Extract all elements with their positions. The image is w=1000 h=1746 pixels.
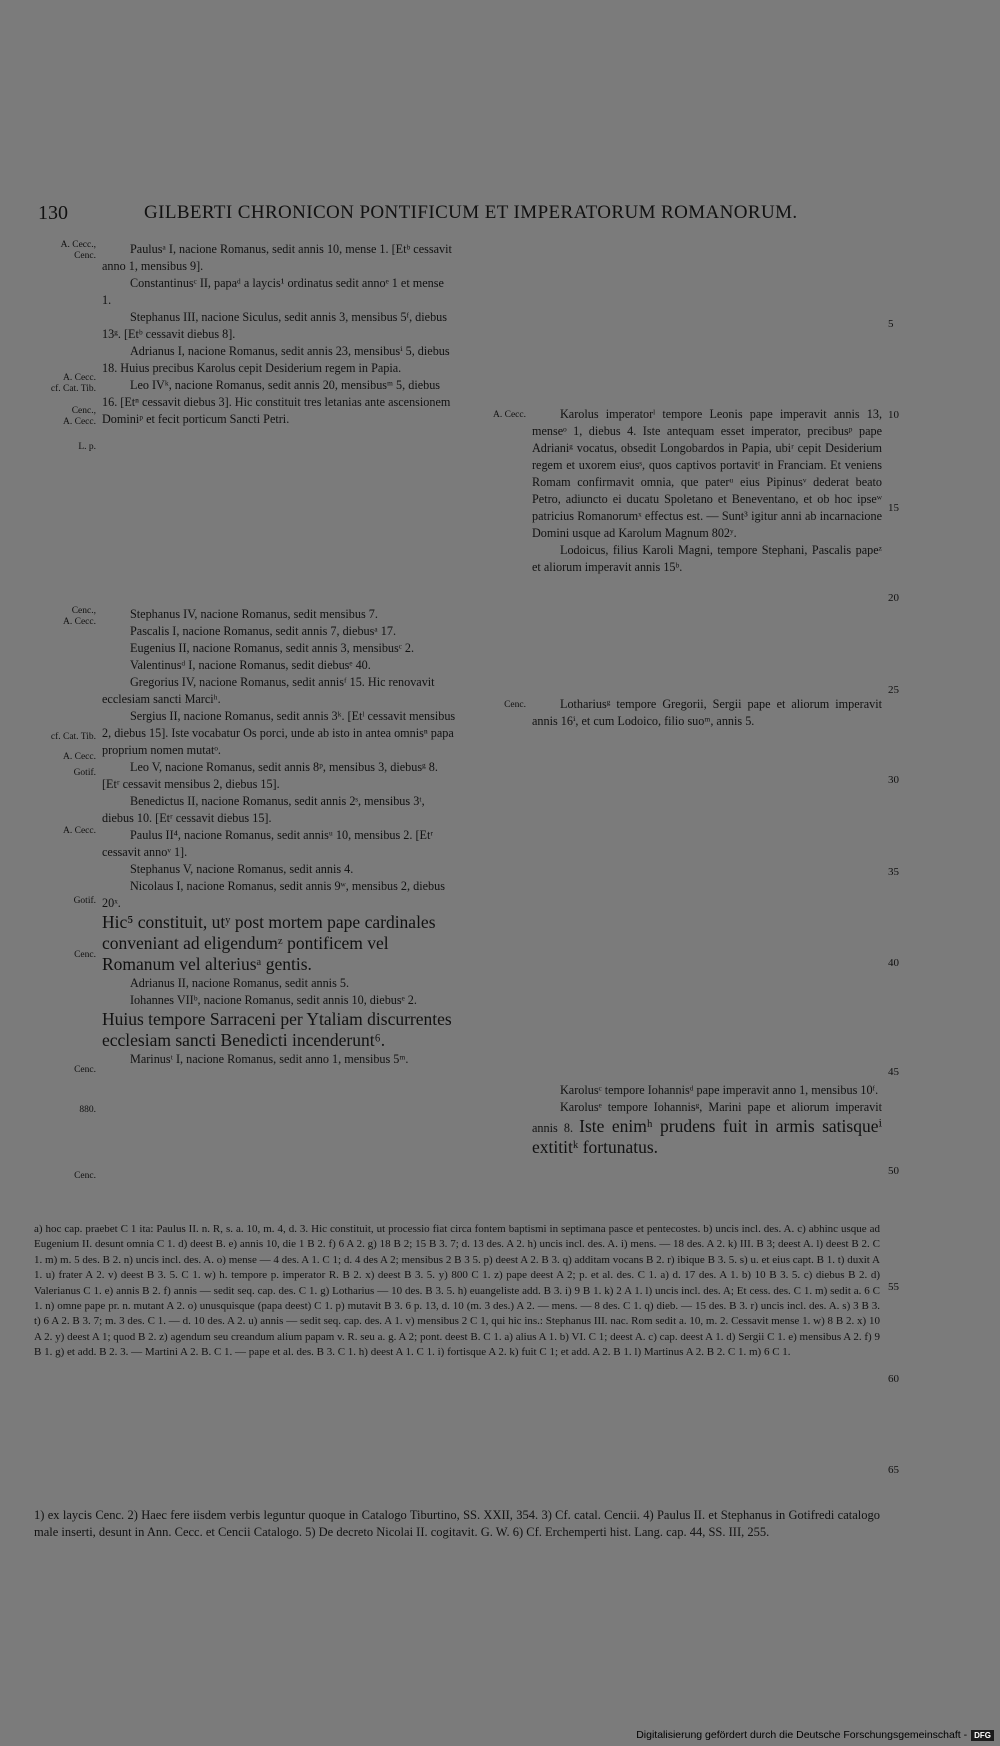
running-title: GILBERTI CHRONICON PONTIFICUM ET IMPERATORUM ROMANORUM. xyxy=(144,202,798,223)
footnotes xyxy=(34,1507,880,1541)
entry-paulus-ii: Paulus II⁴, nacione Romanus, sedit annisᵘ 10, mensibus 2. [Etʳ cessavit annoᵛ 1]. xyxy=(102,828,434,859)
margin-label: Gotif. xyxy=(73,768,96,778)
margin-label: A. Cecc. xyxy=(63,826,96,836)
margin-label: Gotif. xyxy=(73,896,96,906)
entry-gregorius-iv: Gregorius IV, nacione Romanus, sedit annisᶠ 15. Hic renovavit ecclesiam sancti Marciʰ. xyxy=(102,675,435,706)
entry-stephanus-iv: Stephanus IV, nacione Romanus, sedit mensibus 7. xyxy=(130,607,378,621)
entry-adrianus-i: Adrianus I, nacione Romanus, sedit annis 23, mensibusⁱ 5, diebus 18. Huius precibus Karolus cepit Desiderium regem in Papia. xyxy=(102,344,450,375)
entry-pascalis-i: Pascalis I, nacione Romanus, sedit annis 7, diebusᵃ 17. xyxy=(130,624,397,638)
entry-paulus-i: Paulusᵃ I, nacione Romanus, sedit annis 10, mense 1. [Etᵇ cessavit anno 1, mensibus 9]. xyxy=(102,242,452,273)
margin-label: Cenc., A. Cecc. xyxy=(63,606,96,627)
margin-label: L. p. xyxy=(78,442,96,452)
left-column-block-1 xyxy=(102,241,456,428)
margin-label: 880. xyxy=(79,1105,96,1115)
dfg-logo: DFG xyxy=(971,1730,994,1741)
entry-karolus-crassus xyxy=(532,1099,882,1158)
margin-label: A. Cecc. xyxy=(493,410,526,420)
credit-text: Digitalisierung gefördert durch die Deutsche Forschungsgemeinschaft - xyxy=(636,1729,968,1741)
entry-marinus-i: Marinusᵗ I, nacione Romanus, sedit anno 1, mensibus 5ᵐ. xyxy=(130,1052,409,1066)
line-number: 60 xyxy=(888,1373,899,1385)
entry-karolus-magnus: Karolus imperatorˡ tempore Leonis pape imperavit annis 13, menseᵒ 1, diebus 4. Iste antequam esset imperator, precibusᵖ pape Adrianiᵍ vocatus, obsedit Longobardos in Papia, ubiʳ cepit Desiderium regem et uxorem eiusˢ, quos captivos portavitᵗ in Franciam. Et veniens Romam confirmavit omnia, que paterᵘ eius Pipinusᵛ dederat beato Petro, adiuncto ei ducatu Spoletano et Beneventano, et ob hoc ipseʷ patricius Romanorumˣ effectus est. — Sunt³ igitur anni ab incarnacione Domini usque ad Karolum Magnum 802ʸ. xyxy=(532,407,882,540)
line-number: 65 xyxy=(888,1464,899,1476)
entry-adrianus-ii: Adrianus II, nacione Romanus, sedit annis 5. xyxy=(130,976,349,990)
margin-label: Cenc. xyxy=(74,1065,96,1075)
entry-eugenius-ii: Eugenius II, nacione Romanus, sedit annis 3, mensibusᶜ 2. xyxy=(130,641,415,655)
entry-benedictus-ii: Benedictus II, nacione Romanus, sedit annis 2ˢ, mensibus 3ᵗ, diebus 10. [Etʳ cessavit diebus 15]. xyxy=(102,794,425,825)
entry-lodoicus: Lodoicus, filius Karoli Magni, tempore Stephani, Pascalis papeᶻ et aliorum imperavit annis 15ᵇ. xyxy=(532,543,882,574)
margin-label: A. Cecc. cf. Cat. Tib. xyxy=(50,373,96,394)
entry-leo-v: Leo V, nacione Romanus, sedit annis 8ᵖ, mensibus 3, diebusᵍ 8. [Etʳ cessavit mensibus 2, diebus 15]. xyxy=(102,760,438,791)
entry-iohannes-vii: Iohannes VIIᵇ, nacione Romanus, sedit annis 10, diebusᵉ 2. xyxy=(130,993,417,1007)
entry-stephanus-iii: Stephanus III, nacione Siculus, sedit annis 3, mensibus 5ᶠ, diebus 13ᵍ. [Etᵇ cessavit diebus 8]. xyxy=(102,310,448,341)
margin-label: A. Cecc., Cenc. xyxy=(60,240,96,261)
apparatus-text: a) hoc cap. praebet C 1 ita: Paulus II. n. R, s. a. 10, m. 4, d. 3. Hic constituit, ut processio fiat circa fontem baptismi in septimana pasce et pentecostes. b) uncis incl. des. A. c) abhinc usque ad Eugenium II. desunt omnia C 1. d) deest B. e) annis 10, die 1 B 2. f) 6 A 2. g) 18 B 2; 15 B 3. 7; d. 13 des. A 2. h) uncis incl. des. A. i) mens. — 18 des. A 2. k) III. B 3; deest A. l) deest B 2. C 1. m) m. 5 des. B 2. n) uncis incl. des. A. o) mense — 4 des. A 1. C 1; d. 4 des A 2; mensibus 2 B 3 5. p) deest A 2. B 3. q) additam vocans B 2. r) ibique B 3. 5. s) u. et eius capt. B 1. t) duxit A 1. u) frater A 2. v) deest B 3. 5. C 1. w) h. tempore p. imperator R. B 2. x) deest B 3. 5. y) 800 C 1. z) pape deest A 2; p. et al. des. C 1. a) d. 17 des. A 1. b) 10 B 3. 5. c) diebus B 2. d) Valerianus C 1. e) annis B 2. f) annis — sedit seq. cap. des. C 1. g) Lotharius — 10 des. B 3. 5. h) euangeliste add. B 3. i) 9 B 1. k) 2 A 1. l) uncis incl. des. A; Et cess. des. C 1. m) sedit a. 6 C 1. n) omne pape pr. n. mutant A 2. o) unusquisque (papa deest) C 1. p) mutavit B 3. 6 p. 13, d. 10 (m. 3 des.) A 2. — mens. — 8 des. C 1. q) dieb. — 15 des. B 3. r) uncis incl. des. A. s) 3 B 3. t) 6 A 2. B 3. 7; m. 3 des. C 1. — d. 10 des. A 2. u) annis — sedit seq. cap. des. A 1. v) mensibus 2 C 1, qui hic ins.: Stephanus III. nac. Rom sedit a. 10, m. 2. Cessavit mense 1. w) 8 B 2. x) 10 A 2. y) deest A 1; quod B 2. z) agendum seu creandum alium papam v. R. seu a. g. A 2; pont. deest B. C 1. a) alius A 1. b) VI. C 1; deest A. c) cap. deest A 1. d) Sergii C 1. e) mensibus A 2. f) 9 B 1. g) et add. B 2. 3. — Martini A 2. B. C 1. — pape et al. des. B 3. C 1. h) deest A 1. C 1. i) fortisque A 2. k) fuit C 1; et add. A 2. B 1. l) Martinus A 2. B 2. C 1. m) 6 C 1. xyxy=(34,1223,880,1359)
entry-stephanus-v: Stephanus V, nacione Romanus, sedit annis 4. xyxy=(130,862,354,876)
right-column-block-1 xyxy=(532,406,882,576)
right-column-block-2 xyxy=(532,696,882,730)
right-column-block-3 xyxy=(532,1082,882,1158)
entry-sergius-ii: Sergius II, nacione Romanus, sedit annis 3ᵏ. [Etˡ cessavit mensibus 2, diebus 15]. Iste vocabatur Os porci, unde ab isto in antea omnisⁿ papa proprium nomen mutatᵒ. xyxy=(102,709,456,757)
entry-karolus-calvus: Karolusᶜ tempore Iohannisᵈ pape imperavit anno 1, mensibus 10ᶠ. xyxy=(560,1083,879,1097)
karolus-crassus-text: Karolusᵉ tempore Iohannisᵍ, Marini pape et aliorum imperavit annis 8. xyxy=(532,1100,882,1135)
entry-leo-iv: Leo IVᵏ, nacione Romanus, sedit annis 20, mensibusᵐ 5, diebus 16. [Etⁿ cessavit diebus 3]. Hic constituit tres letanias ante ascensionem Dominiᵖ et fecit porticum Sancti Petri. xyxy=(102,378,451,426)
line-number: 25 xyxy=(888,684,899,696)
margin-label: Cenc. xyxy=(504,700,526,710)
line-number: 50 xyxy=(888,1165,899,1177)
margin-label: cf. Cat. Tib. xyxy=(50,732,96,742)
margin-label: Cenc., A. Cecc. xyxy=(63,406,96,427)
line-number: 55 xyxy=(888,1281,899,1293)
entry-valentinus-i: Valentinusᵈ I, nacione Romanus, sedit diebusᵉ 40. xyxy=(130,658,371,672)
page-number: 130 xyxy=(38,202,68,224)
line-number: 35 xyxy=(888,866,899,878)
critical-apparatus xyxy=(34,1222,880,1361)
line-number: 20 xyxy=(888,592,899,604)
left-column-block-2 xyxy=(102,606,456,1068)
karolus-crassus-big: Iste enimʰ prudens fuit in armis satisqueⁱ extititᵏ fortunatus. xyxy=(532,1116,882,1157)
digitization-credit xyxy=(636,1729,994,1741)
margin-label: A. Cecc. xyxy=(63,752,96,762)
margin-label: Cenc. xyxy=(74,1171,96,1181)
line-number: 45 xyxy=(888,1066,899,1078)
line-number: 30 xyxy=(888,774,899,786)
entry-nicolaus-i: Nicolaus I, nacione Romanus, sedit annis 9ʷ, mensibus 2, diebus 20ˣ. xyxy=(102,879,445,910)
entry-lotharius: Lothariusᵍ tempore Gregorii, Sergii pape et aliorum imperavit annis 16ⁱ, et cum Lodoico, filio suoᵐ, annis 5. xyxy=(532,697,882,728)
margin-label: Cenc. xyxy=(74,950,96,960)
entry-sarraceni: Huius tempore Sarraceni per Ytaliam discurrentes ecclesiam sancti Benedicti incenderunt⁶. xyxy=(102,1009,452,1050)
line-number: 40 xyxy=(888,957,899,969)
line-number: 5 xyxy=(888,318,894,330)
entry-nicolaus-decree: Hic⁵ constituit, utʸ post mortem pape cardinales conveniant ad eligendumᶻ pontificem vel Romanum vel alteriusᵃ gentis. xyxy=(102,912,436,974)
entry-constantinus-ii: Constantinusᶜ II, papaᵈ a laycis¹ ordinatus sedit annoᵉ 1 et mense 1. xyxy=(102,276,444,307)
line-number: 10 xyxy=(888,409,899,421)
footnotes-text: 1) ex laycis Cenc. 2) Haec fere iisdem verbis leguntur quoque in Catalogo Tiburtino, SS. XXII, 354. 3) Cf. catal. Cencii. 4) Paulus II. et Stephanus in Gotifredi catalogo male inserti, desunt in Ann. Cecc. et Cencii Catalogo. 5) De decreto Nicolai II. cogitavit. G. W. 6) Cf. Erchemperti hist. Lang. cap. 44, SS. III, 255. xyxy=(34,1508,880,1539)
line-number: 15 xyxy=(888,502,899,514)
